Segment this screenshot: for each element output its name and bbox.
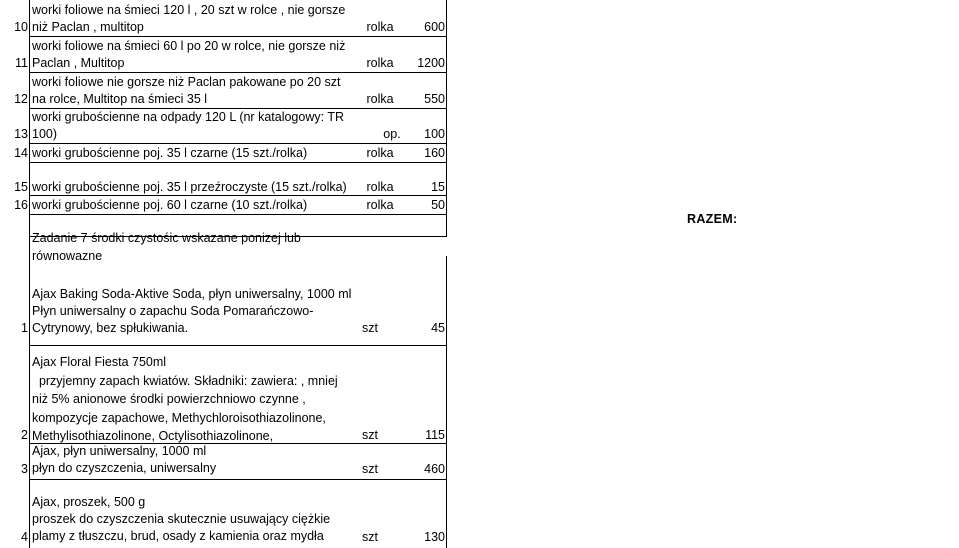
row-quantity: 50: [431, 198, 445, 212]
row-unit: rolka: [366, 180, 394, 194]
row-border: [29, 214, 447, 215]
row-description: Ajax Floral Fiesta 750ml przyjemny zapach kwiatów. Składniki: zawiera: , mniej niż 5% anionowe środki powierzchniowo czynne , kompozycje zapachowe, Methychloroisothiazolinone, Methylisothiazolinone, Octylisothiazolinone,: [32, 355, 338, 443]
row-description: worki grubościenne poj. 60 l czarne (10 szt./rolka): [32, 198, 308, 212]
razem-label: RAZEM:: [687, 212, 738, 226]
row-description: worki foliowe na śmieci 60 l po 20 w rolce, nie gorsze niż Paclan , Multitop: [32, 39, 346, 70]
row-border: [29, 72, 447, 73]
section-note: Zadanie 7 środki czystośic wskazane ponizej lub równowazne: [32, 231, 301, 263]
row-description: worki foliowe na śmieci 120 l , 20 szt w rolce , nie gorsze niż Paclan , multitop: [32, 3, 346, 34]
row-unit: szt: [362, 321, 378, 335]
row-number: 3: [21, 462, 28, 476]
row-number: 15: [14, 180, 28, 194]
row-unit: rolka: [366, 198, 394, 212]
row-description: Ajax Baking Soda-Aktive Soda, płyn uniwersalny, 1000 ml Płyn uniwersalny o zapachu Soda Pomarańczowo- Cytrynowy, bez spłukiwania.: [32, 287, 352, 335]
row-unit: rolka: [366, 20, 394, 34]
row-description: Ajax, proszek, 500 g proszek do czyszczenia skutecznie usuwający ciężkie plamy z tłuszczu, brud, osady z kamienia oraz mydła: [32, 495, 331, 543]
row-quantity: 460: [424, 462, 445, 476]
row-unit: rolka: [366, 56, 394, 70]
row-quantity: 160: [424, 146, 445, 160]
row-number: 13: [14, 127, 28, 141]
row-quantity: 15: [431, 180, 445, 194]
row-number: 12: [14, 92, 28, 106]
row-quantity: 1200: [417, 56, 445, 70]
row-description: worki grubościenne na odpady 120 L (nr katalogowy: TR 100): [32, 110, 344, 141]
row-unit: rolka: [366, 92, 394, 106]
row-border: [29, 479, 447, 480]
row-unit: rolka: [366, 146, 394, 160]
row-unit: op.: [383, 127, 401, 141]
row-unit: szt: [362, 462, 378, 476]
row-number: 14: [14, 146, 28, 160]
grid-line-left: [29, 0, 30, 548]
row-description: worki foliowe nie gorsze niż Paclan pakowane po 20 szt na rolce, Multitop na śmieci 35 l: [32, 75, 341, 106]
row-border: [29, 143, 447, 144]
row-border: [29, 36, 447, 37]
row-number: 11: [15, 56, 28, 70]
row-number: 2: [21, 428, 28, 442]
row-quantity: 130: [424, 530, 445, 544]
row-number: 4: [21, 530, 28, 544]
row-number: 16: [14, 198, 28, 212]
row-description: Ajax, płyn uniwersalny, 1000 ml płyn do czyszczenia, uniwersalny: [32, 444, 217, 475]
row-quantity: 600: [424, 20, 445, 34]
row-border: [29, 345, 447, 346]
row-unit: szt: [362, 530, 378, 544]
row-description: worki grubościenne poj. 35 l przeźroczyste (15 szt./rolka): [32, 180, 347, 194]
row-unit: szt: [362, 428, 378, 442]
row-number: 1: [21, 321, 28, 335]
row-description: worki grubościenne poj. 35 l czarne (15 szt./rolka): [32, 146, 308, 160]
row-quantity: 45: [431, 321, 445, 335]
row-quantity: 100: [424, 127, 445, 141]
row-quantity: 550: [424, 92, 445, 106]
row-number: 10: [14, 20, 28, 34]
row-quantity: 115: [425, 428, 445, 442]
row-border: [29, 162, 447, 163]
